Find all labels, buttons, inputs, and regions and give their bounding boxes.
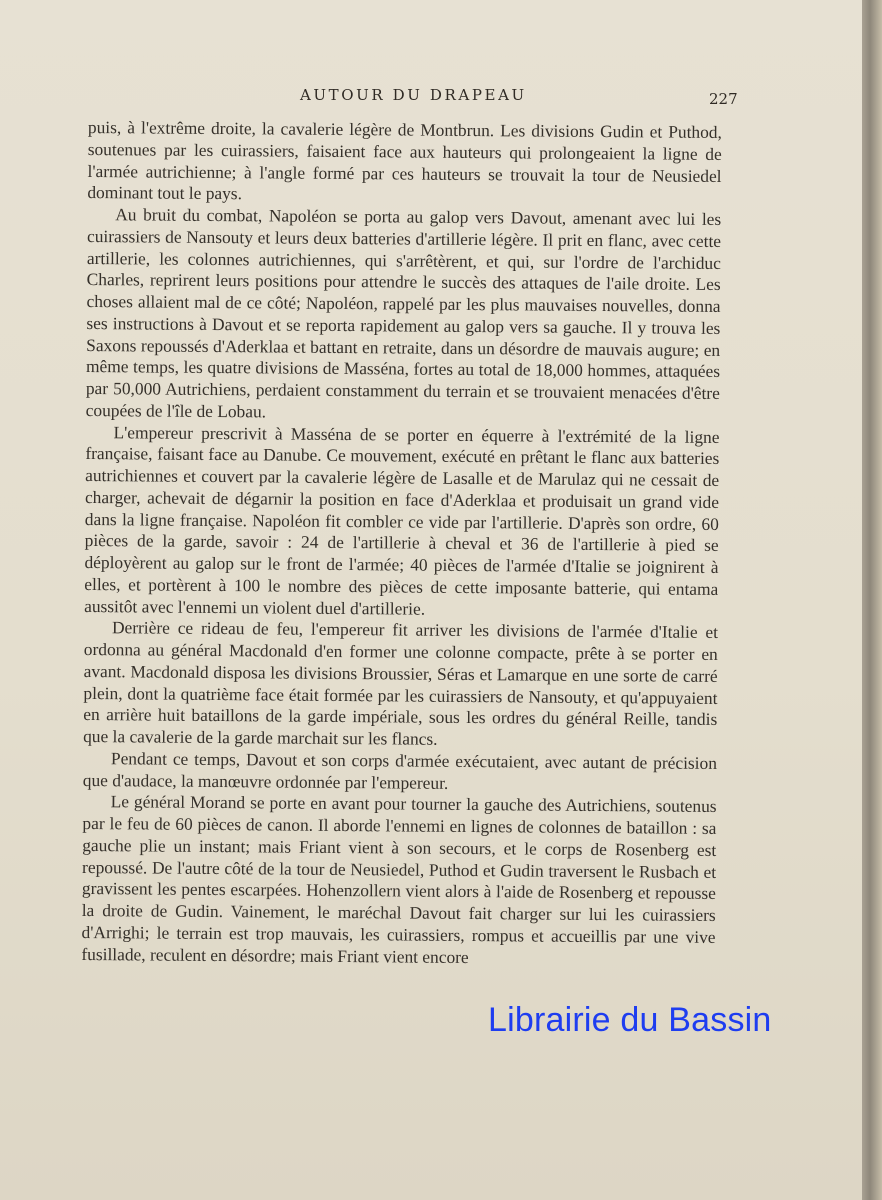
bookseller-watermark: Librairie du Bassin — [488, 1001, 772, 1039]
paragraph-4: Derrière ce rideau de feu, l'empereur fit arriver les divisions de l'armée d'Italie et ordonna au général Macdonald d'en former une colonne compacte, prête à se porter en avant. Macdonald disposa les divisions Broussier, Séras et Lamarque en une sorte de carré plein, dont la quatrième face était formée par les cuirassiers de Nansouty, et qu'appuyaient en arrière huit bataillons de la garde impériale, sous les ordres du général Reille, tandis que la cavalerie de la garde marchait sur les flancs. — [83, 617, 719, 749]
paragraph-5: Pendant ce temps, Davout et son corps d'armée exécutaient, avec autant de précision que d'audace, la manœuvre ordonnée par l'empereur. — [82, 747, 718, 793]
paragraph-3: L'empereur prescrivit à Masséna de se porter en équerre à l'extrémité de la ligne française, faisant face au Danube. Ce mouvement, exécuté en prêtant le flanc aux batteries autrichiennes et couvert par la cavalerie légère de Lasalle et de Marulaz qui ne cessait de charger, achevait de dégarnir la position en face d'Aderklaa et produisait un grand vide dans la ligne française. Napoléon fit combler ce vide par l'artillerie. D'après son ordre, 60 pièces de la garde, savoir : 24 de l'artillerie à cheval et 36 de l'artillerie à pied se déployèrent au galop sur le front de l'armée; 40 pièces de l'armée d'Italie se joignirent à elles, et portèrent à 100 le nombre des pièces de cette imposante batterie, qui entama aussitôt avec l'ennemi un violent duel d'artillerie. — [84, 421, 720, 619]
paragraph-6: Le général Morand se porte en avant pour tourner la gauche des Autrichiens, soutenus par le feu de 60 pièces de canon. Il aborde l'ennemi en lignes de colonnes de bataillon : sa gauche plie un instant; mais Friant vient à son secours, et le corps de Rosenberg est repoussé. De l'autre côté de la tour de Neusiedel, Puthod et Gudin traversent le Rusbach et gravissent les pentes escarpées. Hohenzollern vient alors à l'aide de Rosenberg et repousse la droite de Gudin. Vainement, le maréchal Davout fait charger sur lui les cuirassiers d'Arrighi; le terrain est trop mauvais, les cuirassiers, rompus et accueillis par une vive fusillade, reculent en désordre; mais Friant vient encore — [81, 791, 717, 967]
paragraph-2: Au bruit du combat, Napoléon se porta au galop vers Davout, amenant avec lui les cuirassiers de Nansouty et leurs deux batteries d'artillerie légère. Il prit en flanc, avec cette artillerie, les colonnes autrichiennes, qui s'arrêtèrent, et qui, sur l'ordre de l'archiduc Charles, reprirent leurs positions pour attendre le succès des attaques de l'aile droite. Les choses allaient mal de ce côté; Napoléon, rappelé par les plus mauvaises nouvelles, donna ses instructions à Davout et se reporta rapidement au galop vers sa gauche. Il y trouva les Saxons repoussés d'Aderklaa et battant en retraite, dans un désordre de mauvais augure; en même temps, les quatre divisions de Masséna, fortes au total de 18,000 hommes, attaquées par 50,000 Autrichiens, perdaient constamment du terrain et se trouvaient menacées d'être coupées de l'île de Lobau. — [85, 204, 722, 422]
page-number: 227 — [709, 90, 738, 108]
paragraph-1: puis, à l'extrême droite, la cavalerie légère de Montbrun. Les divisions Gudin et Puthod, soutenues par les cuirassiers, faisaient face aux hauteurs qui prolongeaient la ligne de l'armée autrichienne; à l'angle formé par ces hauteurs se trouvait la tour de Neusiedel dominant tout le pays. — [87, 117, 722, 204]
page-edge-shadow — [862, 0, 882, 1200]
running-title: AUTOUR DU DRAPEAU — [300, 86, 527, 104]
body-text — [81, 117, 722, 970]
